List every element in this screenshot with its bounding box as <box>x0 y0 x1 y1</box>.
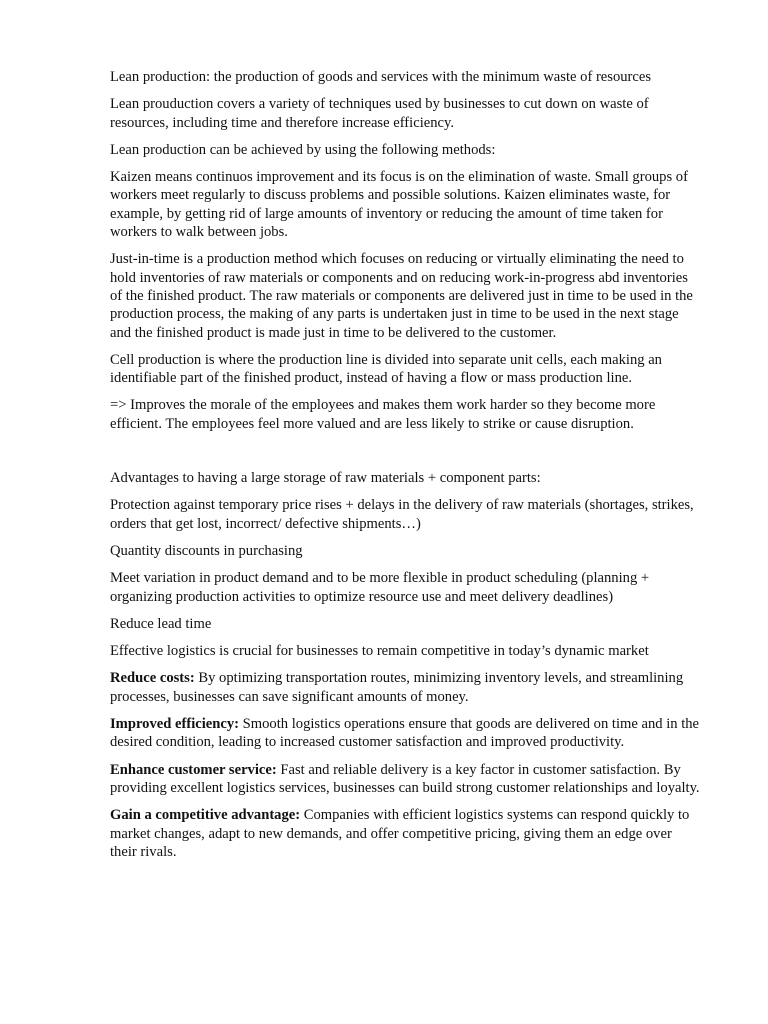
benefit-term: Gain a competitive advantage: <box>110 807 301 824</box>
benefit-text: Fast and reliable delivery is a key factor in customer satisfaction. By providing excellent logistics services, businesses can build strong customer relationships and loyalty. <box>110 761 700 796</box>
benefit-term: Reduce costs: <box>110 670 195 687</box>
storage-advantage-demand-variation: Meet variation in product demand and to be more flexible in product scheduling (planning + organizing production activities to optimize resource use and meet delivery deadlines) <box>110 570 650 605</box>
benefit-term: Improved efficiency: <box>110 716 240 733</box>
benefit-text: Companies with efficient logistics systems can respond quickly to market changes, adapt to new demands, and offer competitive pricing, giving them an edge over their rivals. <box>110 807 690 860</box>
benefit-improved-efficiency <box>110 715 700 752</box>
benefit-enhance-customer-service <box>110 761 700 798</box>
document-page <box>110 68 700 870</box>
lean-production-definition: Lean production: the production of goods and services with the minimum waste of resources <box>110 69 652 85</box>
storage-advantage-discounts: Quantity discounts in purchasing <box>110 542 303 559</box>
cell-production-paragraph: Cell production is where the production line is divided into separate unit cells, each making an identifiable part of the finished product, instead of having a flow or mass production line. <box>110 351 662 387</box>
just-in-time-paragraph: Just-in-time is a production method which focuses on reducing or virtually eliminating the need to hold inventories of raw materials or components and on reducing work-in-progress abd inventories of the finished product. The raw materials or components are delivered just in time to be used in the production process, the making of any parts is undertaken just in time to be used in the next stage and the finished product is made just in time to be delivered to the customer. <box>110 251 693 341</box>
lean-production-overview: Lean prouduction covers a variety of techniques used by businesses to cut down on waste of resources, including time and therefore increase efficiency. <box>110 96 649 131</box>
storage-advantages-heading: Advantages to having a large storage of raw materials + component parts: <box>110 470 541 487</box>
kaizen-paragraph: Kaizen means continuos improvement and its focus is on the elimination of waste. Small groups of workers meet regularly to discuss problems and possible solutions. Kaizen eliminates waste, for example, by getting rid of large amounts of inventory or reducing the amount of time taken for workers to walk between jobs. <box>110 169 688 241</box>
benefit-reduce-costs <box>110 669 700 706</box>
benefit-term: Enhance customer service: <box>110 761 277 778</box>
storage-advantage-protection: Protection against temporary price rises + delays in the delivery of raw materials (shortages, strikes, orders that get lost, incorrect/ defective shipments…) <box>110 497 694 532</box>
logistics-intro: Effective logistics is crucial for businesses to remain competitive in today’s dynamic market <box>110 643 649 660</box>
cell-production-benefit: => Improves the morale of the employees and makes them work harder so they become more efficient. The employees feel more valued and are less likely to strike or cause disruption. <box>110 397 656 432</box>
lean-production-methods-intro: Lean production can be achieved by using the following methods: <box>110 141 496 158</box>
benefit-text: Smooth logistics operations ensure that goods are delivered on time and in the desired condition, leading to increased customer satisfaction and improved productivity. <box>110 716 700 751</box>
benefit-competitive-advantage <box>110 806 700 861</box>
benefit-text: By optimizing transportation routes, minimizing inventory levels, and streamlining processes, businesses can save significant amounts of money. <box>110 670 684 705</box>
storage-advantage-lead-time: Reduce lead time <box>110 615 212 632</box>
